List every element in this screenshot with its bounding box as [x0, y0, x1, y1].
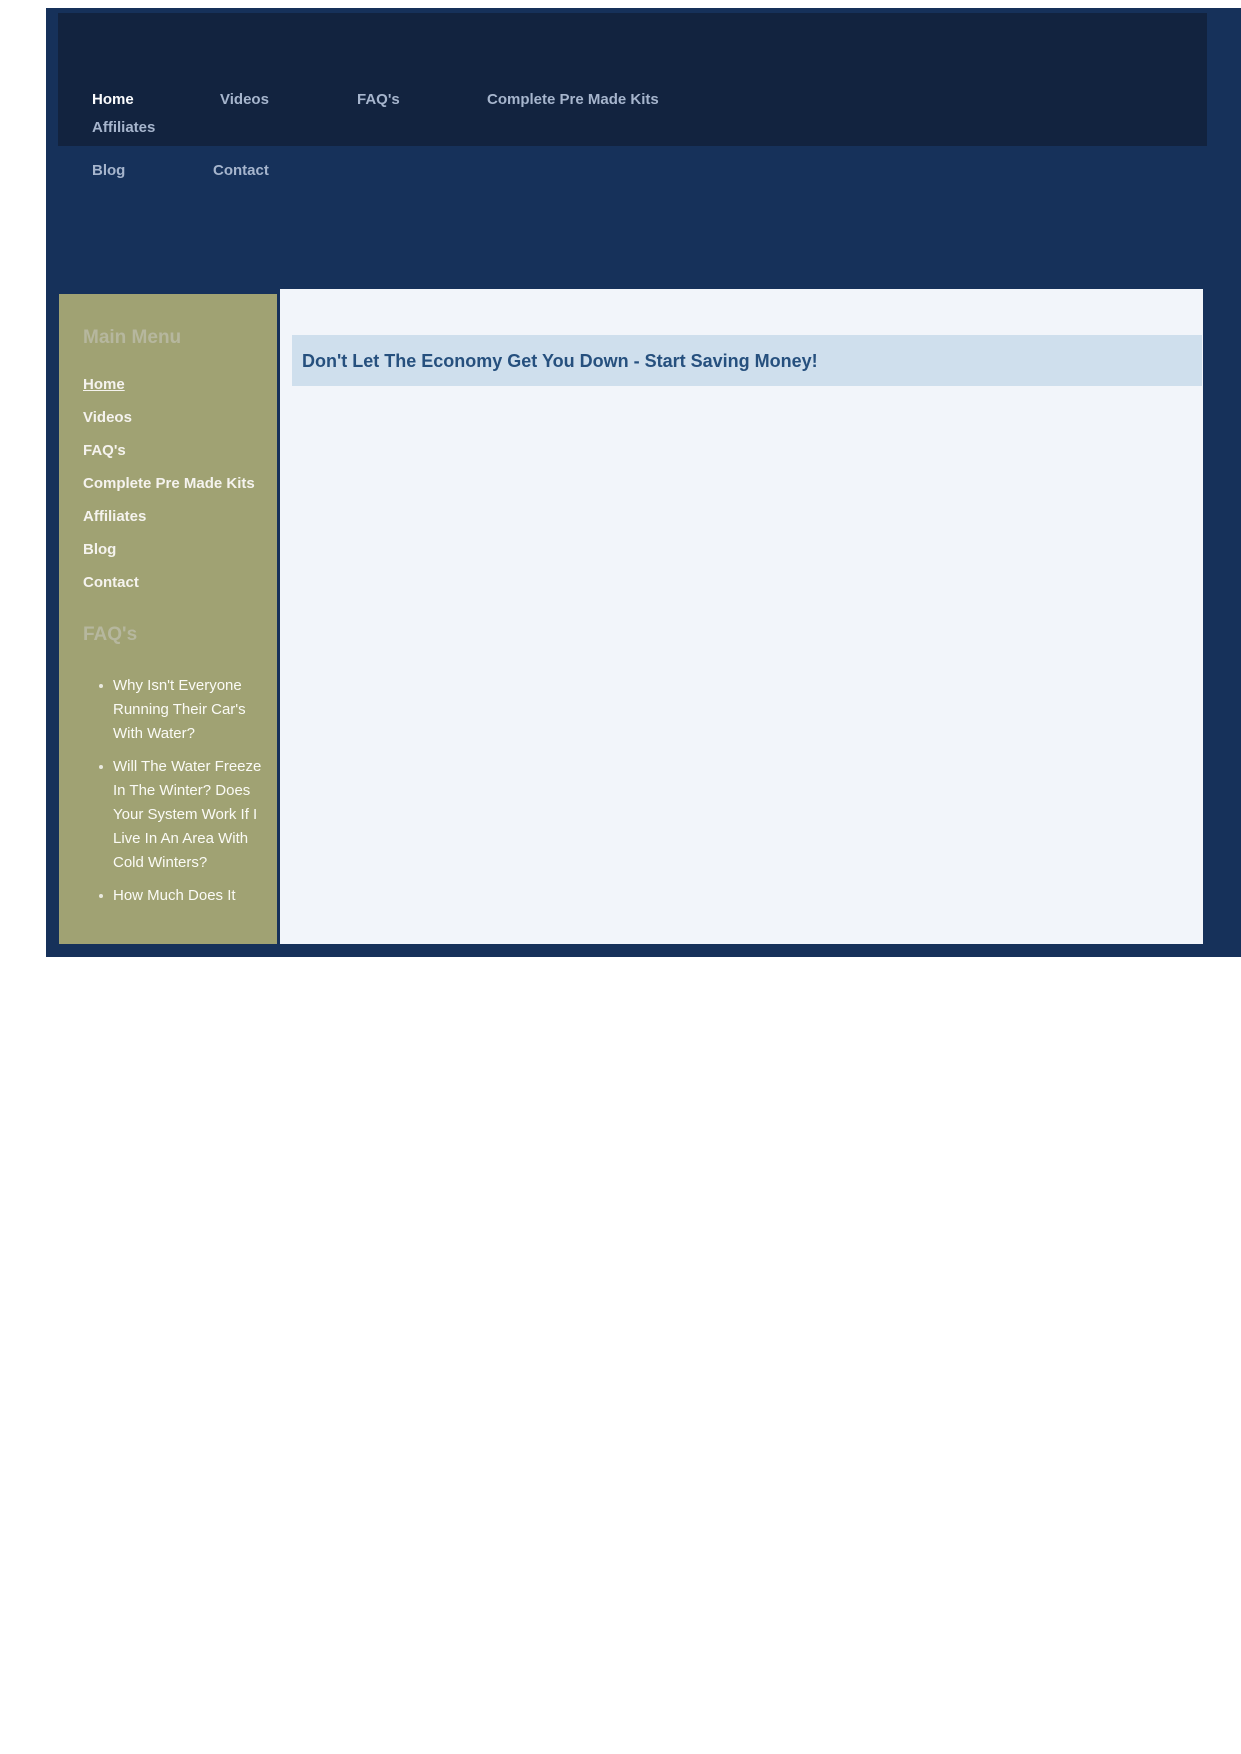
sidebar-menu [83, 375, 269, 592]
sidebar-item-faqs[interactable] [83, 441, 269, 460]
sidebar-link-complete-pre-made-kits[interactable]: Complete Pre Made Kits [83, 475, 255, 492]
sidebar-item-blog[interactable] [83, 540, 269, 559]
sidebar [59, 294, 277, 944]
faq-item[interactable] [113, 755, 263, 875]
top-nav-bar [58, 13, 1207, 146]
sidebar-faq-list [83, 674, 269, 908]
topnav-item-complete-pre-made-kits[interactable]: Complete Pre Made Kits [487, 91, 659, 108]
page [46, 8, 1241, 957]
sidebar-link-videos[interactable]: Videos [83, 409, 132, 426]
sidebar-item-affiliates[interactable] [83, 507, 269, 526]
sidebar-link-blog[interactable]: Blog [83, 541, 117, 558]
page-heading: Don't Let The Economy Get You Down - Start Saving Money! [302, 350, 818, 371]
topnav-item-faqs[interactable]: FAQ's [357, 91, 400, 108]
sidebar-link-contact[interactable]: Contact [83, 574, 139, 591]
sidebar-link-affiliates[interactable]: Affiliates [83, 508, 147, 525]
topnav-item-blog[interactable]: Blog [92, 162, 126, 179]
faq-link-why-isnt-everyone[interactable]: Why Isn't Everyone Running Their Car's With Water? [113, 677, 246, 742]
faq-link-how-much-does-it[interactable]: How Much Does It [113, 887, 236, 904]
sidebar-main-menu-title: Main Menu [83, 327, 182, 348]
sidebar-faq-title: FAQ's [83, 624, 138, 645]
sidebar-item-contact[interactable] [83, 573, 269, 592]
sidebar-link-faqs[interactable]: FAQ's [83, 442, 126, 459]
faq-item[interactable] [113, 674, 263, 746]
faq-link-will-the-water-freeze[interactable]: Will The Water Freeze In The Winter? Does Your System Work If I Live In An Area With Cold Winters? [113, 758, 262, 871]
main-content [280, 289, 1203, 944]
topnav-item-home[interactable]: Home [92, 91, 134, 108]
sidebar-link-home[interactable]: Home [83, 376, 125, 393]
content-wrapper [59, 289, 1203, 944]
faq-item[interactable] [113, 884, 263, 908]
sidebar-item-videos[interactable] [83, 408, 269, 427]
sidebar-item-home[interactable] [83, 375, 269, 394]
page-heading-banner [292, 335, 1202, 386]
topnav-item-videos[interactable]: Videos [220, 91, 269, 108]
topnav-item-contact[interactable]: Contact [213, 162, 269, 179]
sidebar-item-complete-pre-made-kits[interactable] [83, 474, 269, 493]
topnav-item-affiliates[interactable]: Affiliates [92, 119, 156, 136]
